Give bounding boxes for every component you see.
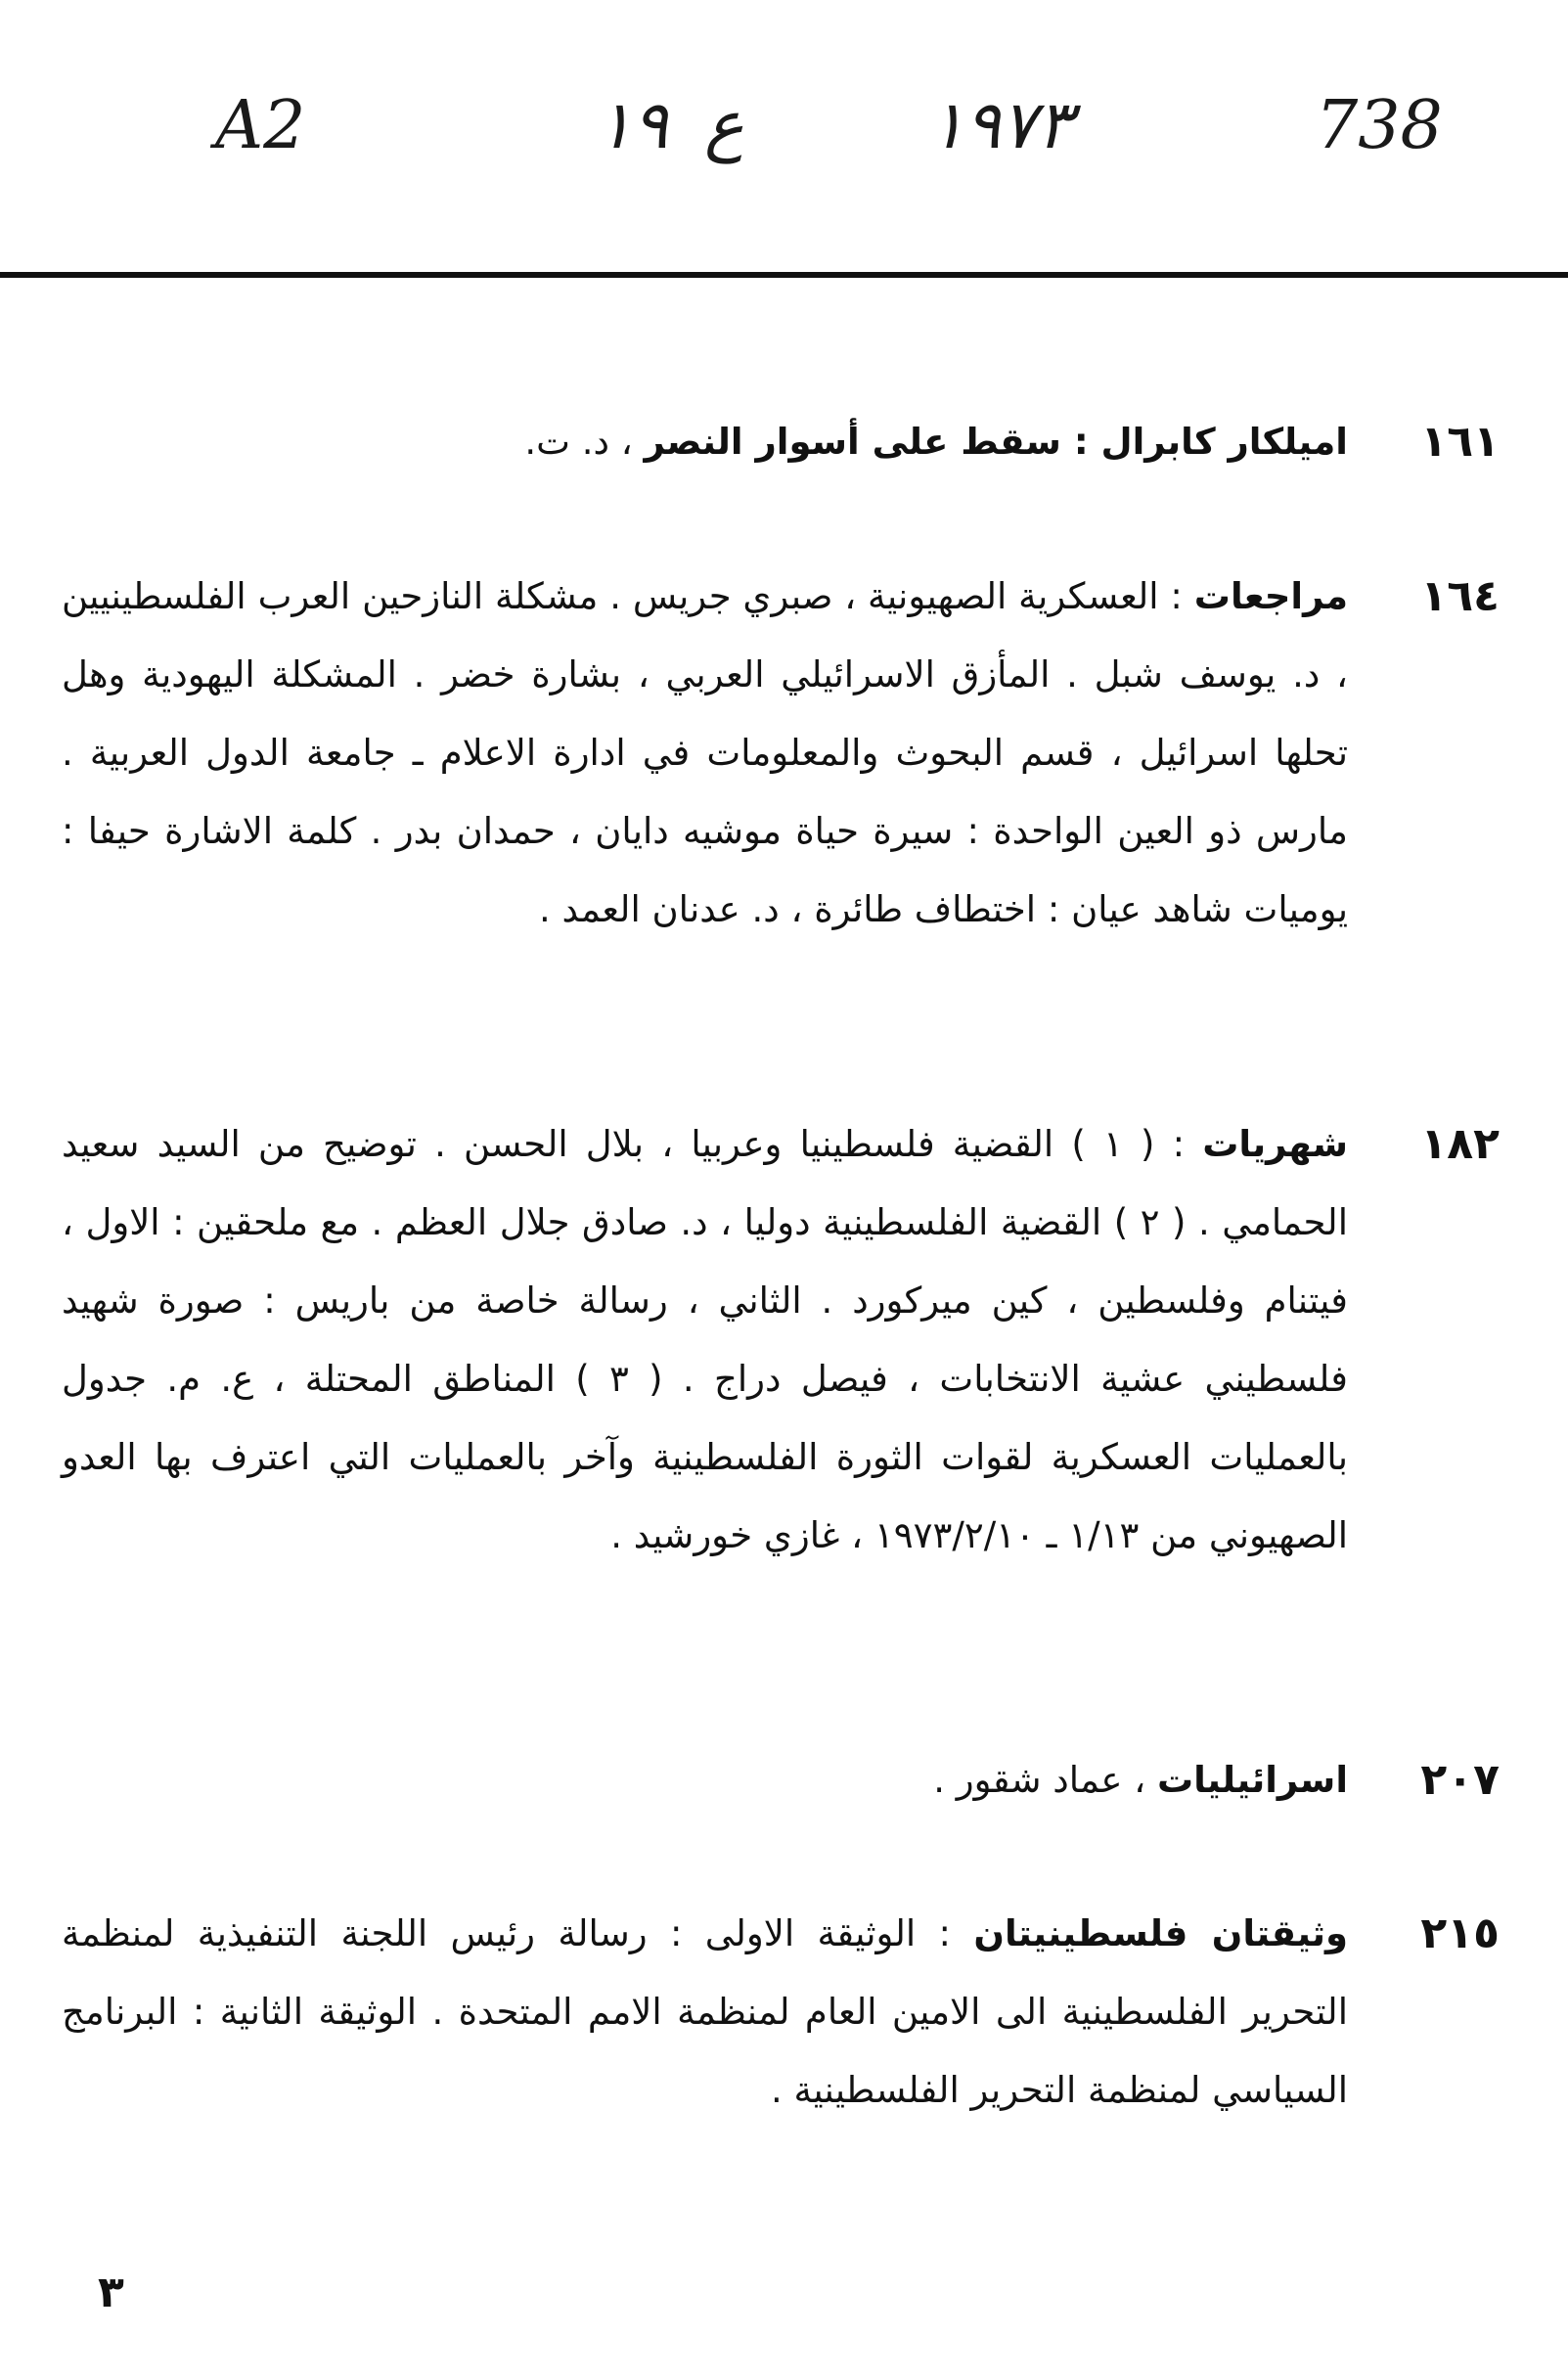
entry-text: ، د. ت.: [524, 421, 645, 463]
entry-text: : الوثيقة الاولى : رسالة رئيس اللجنة التنفيذية لمنظمة التحرير الفلسطينية الى الامين العام لمنظمة الامم المتحدة . الوثيقة الثانية : البرنامج السياسي لمنظمة التحرير الفلسطينية .: [62, 1912, 1348, 2111]
handwritten-code: A2: [215, 87, 306, 164]
handwritten-reference: 738: [1316, 87, 1443, 164]
toc-entry: [62, 1895, 1500, 2130]
handwritten-issue-letter: ع: [704, 87, 744, 164]
entry-title: مراجعات: [1193, 575, 1348, 617]
entry-page-number: ١٦١: [1420, 417, 1500, 467]
toc-entry: [62, 558, 1500, 949]
toc-entry: [62, 403, 1500, 481]
header-divider: [0, 272, 1568, 278]
entry-body: [62, 1741, 1348, 1819]
entry-title: وثيقتان فلسطينيتان: [973, 1912, 1348, 1954]
entry-title: اسرائيليات: [1156, 1759, 1348, 1801]
entry-text: : ( ١ ) القضية فلسطينيا وعربيا ، بلال الحسن . توضيح من السيد سعيد الحمامي . ( ٢ ) القضية الفلسطينية دوليا ، د. صادق جلال العظم . مع ملحقين : الاول ، فيتنام وفلسطين ، كين ميركورد . الثاني ، رسالة خاصة من باريس : صورة شهيد فلسطيني عشية الانتخابات ، فيصل دراج . ( ٣ ) المناطق المحتلة ، ع. م. جدول بالعمليات العسكرية لقوات الثورة الفلسطينية وآخر بالعمليات التي اعترف بها العدو الصهيوني من ١/١٣ ـ ١٩٧٣/٢/١٠ ، غازي خورشيد .: [62, 1123, 1348, 1556]
handwritten-year: ١٩٧٣: [929, 87, 1073, 164]
entry-page-number: ١٦٤: [1420, 571, 1500, 621]
entry-page-number: ٢١٥: [1420, 1908, 1500, 1958]
toc-entry: [62, 1741, 1500, 1819]
handwritten-issue-number: ١٩: [597, 87, 669, 164]
entry-body: [62, 403, 1348, 481]
toc-entry: [62, 1105, 1500, 1575]
entry-text: ، عماد شقور .: [933, 1759, 1157, 1801]
entry-text: : العسكرية الصهيونية ، صبري جريس . مشكلة النازحين العرب الفلسطينيين ، د. يوسف شبل . المأزق الاسرائيلي العربي ، بشارة خضر . المشكلة اليهودية وهل تحلها اسرائيل ، قسم البحوث والمعلومات في ادارة الاعلام ـ جامعة الدول العربية . مارس ذو العين الواحدة : سيرة حياة موشيه دايان ، حمدان بدر . كلمة الاشارة حيفا : يوميات شاهد عيان : اختطاف طائرة ، د. عدنان العمد .: [62, 575, 1348, 930]
entry-page-number: ١٨٢: [1420, 1119, 1500, 1169]
entry-body: [62, 1105, 1348, 1575]
entry-title: اميلكار كابرال : سقط على أسوار النصر: [644, 421, 1348, 463]
entry-title: شهريات: [1202, 1123, 1349, 1165]
entry-page-number: ٢٠٧: [1420, 1755, 1500, 1805]
entry-body: [62, 1895, 1348, 2130]
footer-page-number: ٣: [98, 2267, 124, 2317]
entry-body: [62, 558, 1348, 949]
